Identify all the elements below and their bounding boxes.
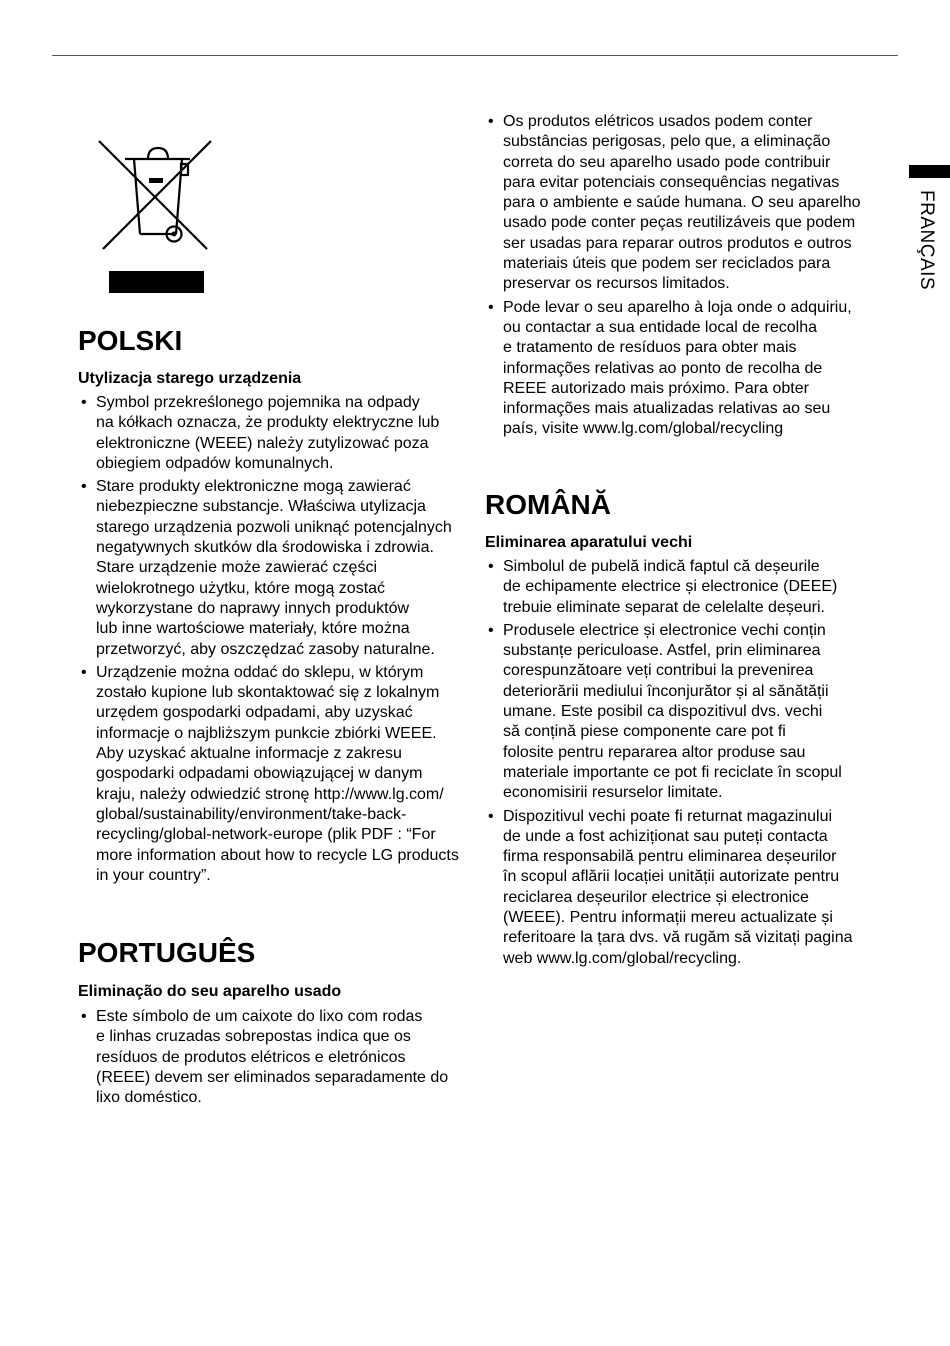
section-heading: POLSKI bbox=[78, 325, 183, 356]
bullet-icon: • bbox=[488, 298, 494, 316]
list-item-text: Produsele electrice și electronice vechi conțin substanțe periculoase. Astfel, prin eliminarea corespunzătoare veți contribui la prevenirea deteriorării mediului înconjurător și al sănătății umane. Este posibil ca dispozitivul dvs. vechi să conțină piese componente care pot fi folosite pentru repararea altor produse sau materiale importante ce pot fi reciclate în scopul economisirii resurselor limitate. bbox=[503, 621, 842, 802]
list-item bbox=[78, 477, 468, 660]
side-tab-label: FRANÇAIS bbox=[916, 190, 937, 291]
bullet-icon: • bbox=[81, 1008, 87, 1025]
bullet-list bbox=[485, 557, 885, 969]
bullet-list bbox=[78, 1007, 468, 1108]
list-item bbox=[485, 621, 885, 804]
top-rule bbox=[52, 55, 898, 56]
bullet-icon: • bbox=[488, 807, 494, 825]
section-portugues bbox=[78, 936, 468, 1108]
bullet-icon: • bbox=[81, 394, 87, 411]
section-heading: ROMÂNĂ bbox=[485, 489, 611, 520]
section-subheading: Eliminação do seu aparelho usado bbox=[78, 983, 342, 1000]
bullet-list bbox=[78, 393, 468, 886]
bullet-icon: • bbox=[488, 558, 494, 575]
list-item-text: Este símbolo de um caixote do lixo com rodas e linhas cruzadas sobrepostas indica que os resíduos de produtos elétricos e eletrónicos (REEE) devem ser eliminados separadamente do lixo doméstico. bbox=[96, 1008, 449, 1107]
crossed-out-wheelie-bin-icon bbox=[96, 140, 214, 252]
section-portugues-continued bbox=[485, 112, 885, 440]
side-tab-marker bbox=[909, 165, 950, 178]
bullet-list bbox=[485, 112, 885, 440]
list-item bbox=[485, 112, 885, 295]
list-item bbox=[78, 663, 468, 886]
list-item-text: Dispozitivul vechi poate fi returnat magazinului de unde a fost achiziționat sau puteți contacta firma responsabilă pentru eliminarea deșeurilor în scopul aflării locației unității autorizate pentru reciclarea deșeurilor electrice și electronice (WEEE). Pentru informații mereu actualizate și referitoare la țara dvs. vă rugăm să vizitați pagina web www.lg.com/global/recycling. bbox=[503, 807, 853, 967]
section-polski bbox=[78, 324, 468, 886]
section-subheading: Eliminarea aparatului vechi bbox=[485, 534, 693, 551]
list-item bbox=[485, 557, 885, 618]
bullet-icon: • bbox=[81, 478, 87, 496]
bullet-icon: • bbox=[488, 113, 494, 130]
list-item bbox=[78, 393, 468, 474]
bullet-icon: • bbox=[488, 621, 494, 639]
section-romana bbox=[485, 488, 885, 969]
bullet-icon: • bbox=[81, 663, 87, 681]
list-item bbox=[485, 298, 885, 440]
list-item-text: Os produtos elétricos usados podem conter substâncias perigosas, pelo que, a eliminação correta do seu aparelho usado pode contribuir para evitar potenciais consequências negativas para o ambiente e saúde humana. O seu aparelho usado pode conter peças reutilizáveis que podem ser usadas para reparar outros produtos e outros materiais úteis que podem ser reciclados para preservar os recursos limitados. bbox=[503, 113, 861, 293]
list-item-text: Simbolul de pubelă indică faptul că deșeurile de echipamente electrice și electronice (DEEE) trebuie eliminate separat de celelalte deșeuri. bbox=[503, 558, 838, 616]
list-item-text: Symbol przekreślonego pojemnika na odpady na kółkach oznacza, że produkty elektryczne lub elektroniczne (WEEE) należy zutylizować poza obiegiem odpadów komunalnych. bbox=[96, 394, 440, 472]
section-heading: PORTUGUÊS bbox=[78, 937, 256, 968]
section-subheading: Utylizacja starego urządzenia bbox=[78, 370, 302, 387]
list-item bbox=[78, 1007, 468, 1108]
list-item-text: Urządzenie można oddać do sklepu, w którym zostało kupione lub skontaktować się z lokalnym urzędem gospodarki odpadami, aby uzyskać informacje o najbliższym punkcie zbiórki WEEE. Aby uzyskać aktualne informacje z zakresu gospodarki odpadami obowiązującej w danym kraju, należy odwiedzić stronę http://www.lg.com/ global/sustainability/environment/take-back- recycling/global-network-europe (plik PDF : “For more information about how to recycle LG products in your country”. bbox=[96, 663, 459, 884]
list-item-text: Pode levar o seu aparelho à loja onde o adquiriu, ou contactar a sua entidade local de recolha e tratamento de resíduos para obter mais informações relativas ao ponto de recolha de REEE autorizado mais próximo. Para obter informações mais atualizadas relativas ao seu país, visite www.lg.com/global/recycling bbox=[503, 298, 852, 438]
list-item bbox=[485, 807, 885, 969]
list-item-text: Stare produkty elektroniczne mogą zawierać niebezpieczne substancje. Właściwa utylizacja starego urządzenia pozwoli uniknąć potencjalnych negatywnych skutków dla środowiska i zdrowia. Stare urządzenie może zawierać części wielokrotnego użytku, które mogą zostać wykorzystane do naprawy innych produktów lub inne wartościowe materiały, które można przetworzyć, aby oszczędzać zasoby naturalne. bbox=[96, 478, 452, 658]
weee-date-bar bbox=[109, 271, 204, 293]
